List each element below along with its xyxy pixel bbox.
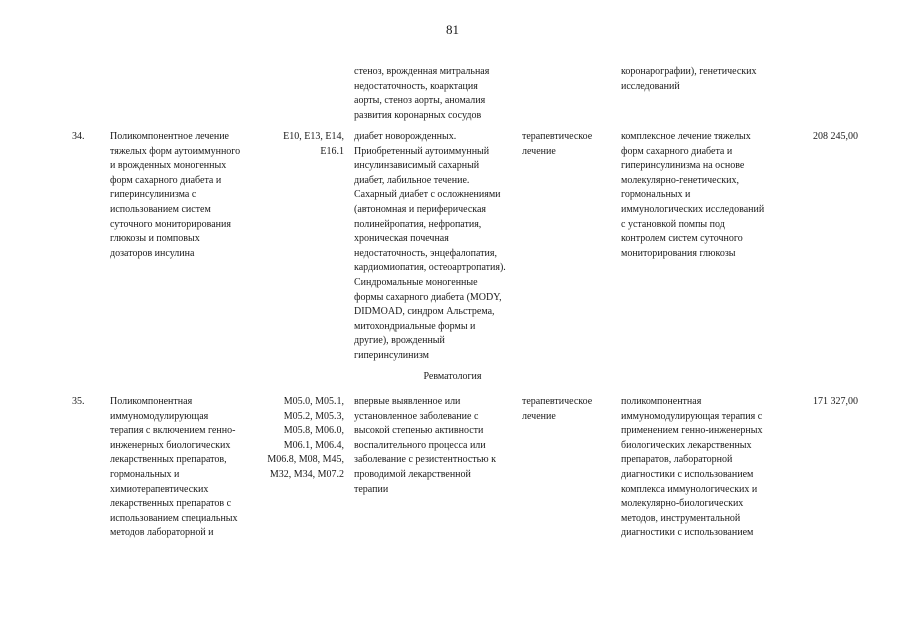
treatment-cost: 171 327,00	[813, 396, 858, 407]
icd-codes: M05.0, M05.1, M05.2, M05.3, M05.8, M06.0, M06.1, M06.4, M06.8, M08, M45, M32, M34, M07.2	[267, 396, 344, 480]
continuation-model-text: стеноз, врожденная митральная недостаточность, коарктация аорты, стеноз аорты, аномалия развития коронарных сосудов	[354, 66, 490, 121]
treatment-method: поликомпонентная иммуномодулирующая терапия с применением генно-инженерных биологических лекарственных препаратов, лабораторной диагностики с использованием комплекса иммунологических и молекулярно-биологических методов, инструментальной диагностики с использованием	[621, 396, 763, 539]
treatment-cost: 208 245,00	[813, 131, 858, 142]
row-number: 34.	[72, 131, 85, 142]
treatment-name: Поликомпонентное лечение тяжелых форм аутоиммунного и врожденных моногенных форм сахарного диабета и гиперинсулинизма с использованием систем суточного мониторирования глюкозы и помповых дозаторов инсулина	[110, 131, 241, 259]
treatment-method: комплексное лечение тяжелых форм сахарного диабета и гиперинсулинизма на основе молекулярно-генетических, гормональных и иммунологических исследований с установкой помпы под контролем систем суточного мониторирования глюкозы	[621, 131, 765, 259]
treatment-type: терапевтическое лечение	[522, 131, 593, 157]
section-title: Ревматология	[423, 371, 482, 382]
patient-model: впервые выявленное или установленное заболевание с высокой степенью активности воспалительного процесса или заболевание с резистентностью к проводимой лекарственной терапии	[354, 396, 497, 495]
patient-model: диабет новорожденных. Приобретенный аутоиммунный инсулинзависимый сахарный диабет, лабильное течение. Сахарный диабет с осложнениями (автономная и периферическая полинейропатия, нефропатия, хроническая почечная недостаточность, энцефалопатия, кардиомиопатия, остеоартропатия). Синдромальные моногенные формы сахарного диабета (MODY, DIDMOAD, синдром Альстрема, митохондриальные формы и другие), врожденный гиперинсулинизм	[354, 131, 506, 361]
page-number: 81	[446, 22, 459, 37]
treatment-name: Поликомпонентная иммуномодулирующая терапия с включением генно- инженерных биологических лекарственных препаратов, гормональных и химиотерапевтических лекарственных препаратов с использованием специальных методов лабораторной и	[110, 396, 238, 539]
treatment-type: терапевтическое лечение	[522, 396, 593, 422]
icd-codes: E10, E13, E14, E16.1	[283, 131, 344, 157]
continuation-method-text: коронарографии), генетических исследований	[621, 66, 757, 92]
row-number: 35.	[72, 396, 85, 407]
